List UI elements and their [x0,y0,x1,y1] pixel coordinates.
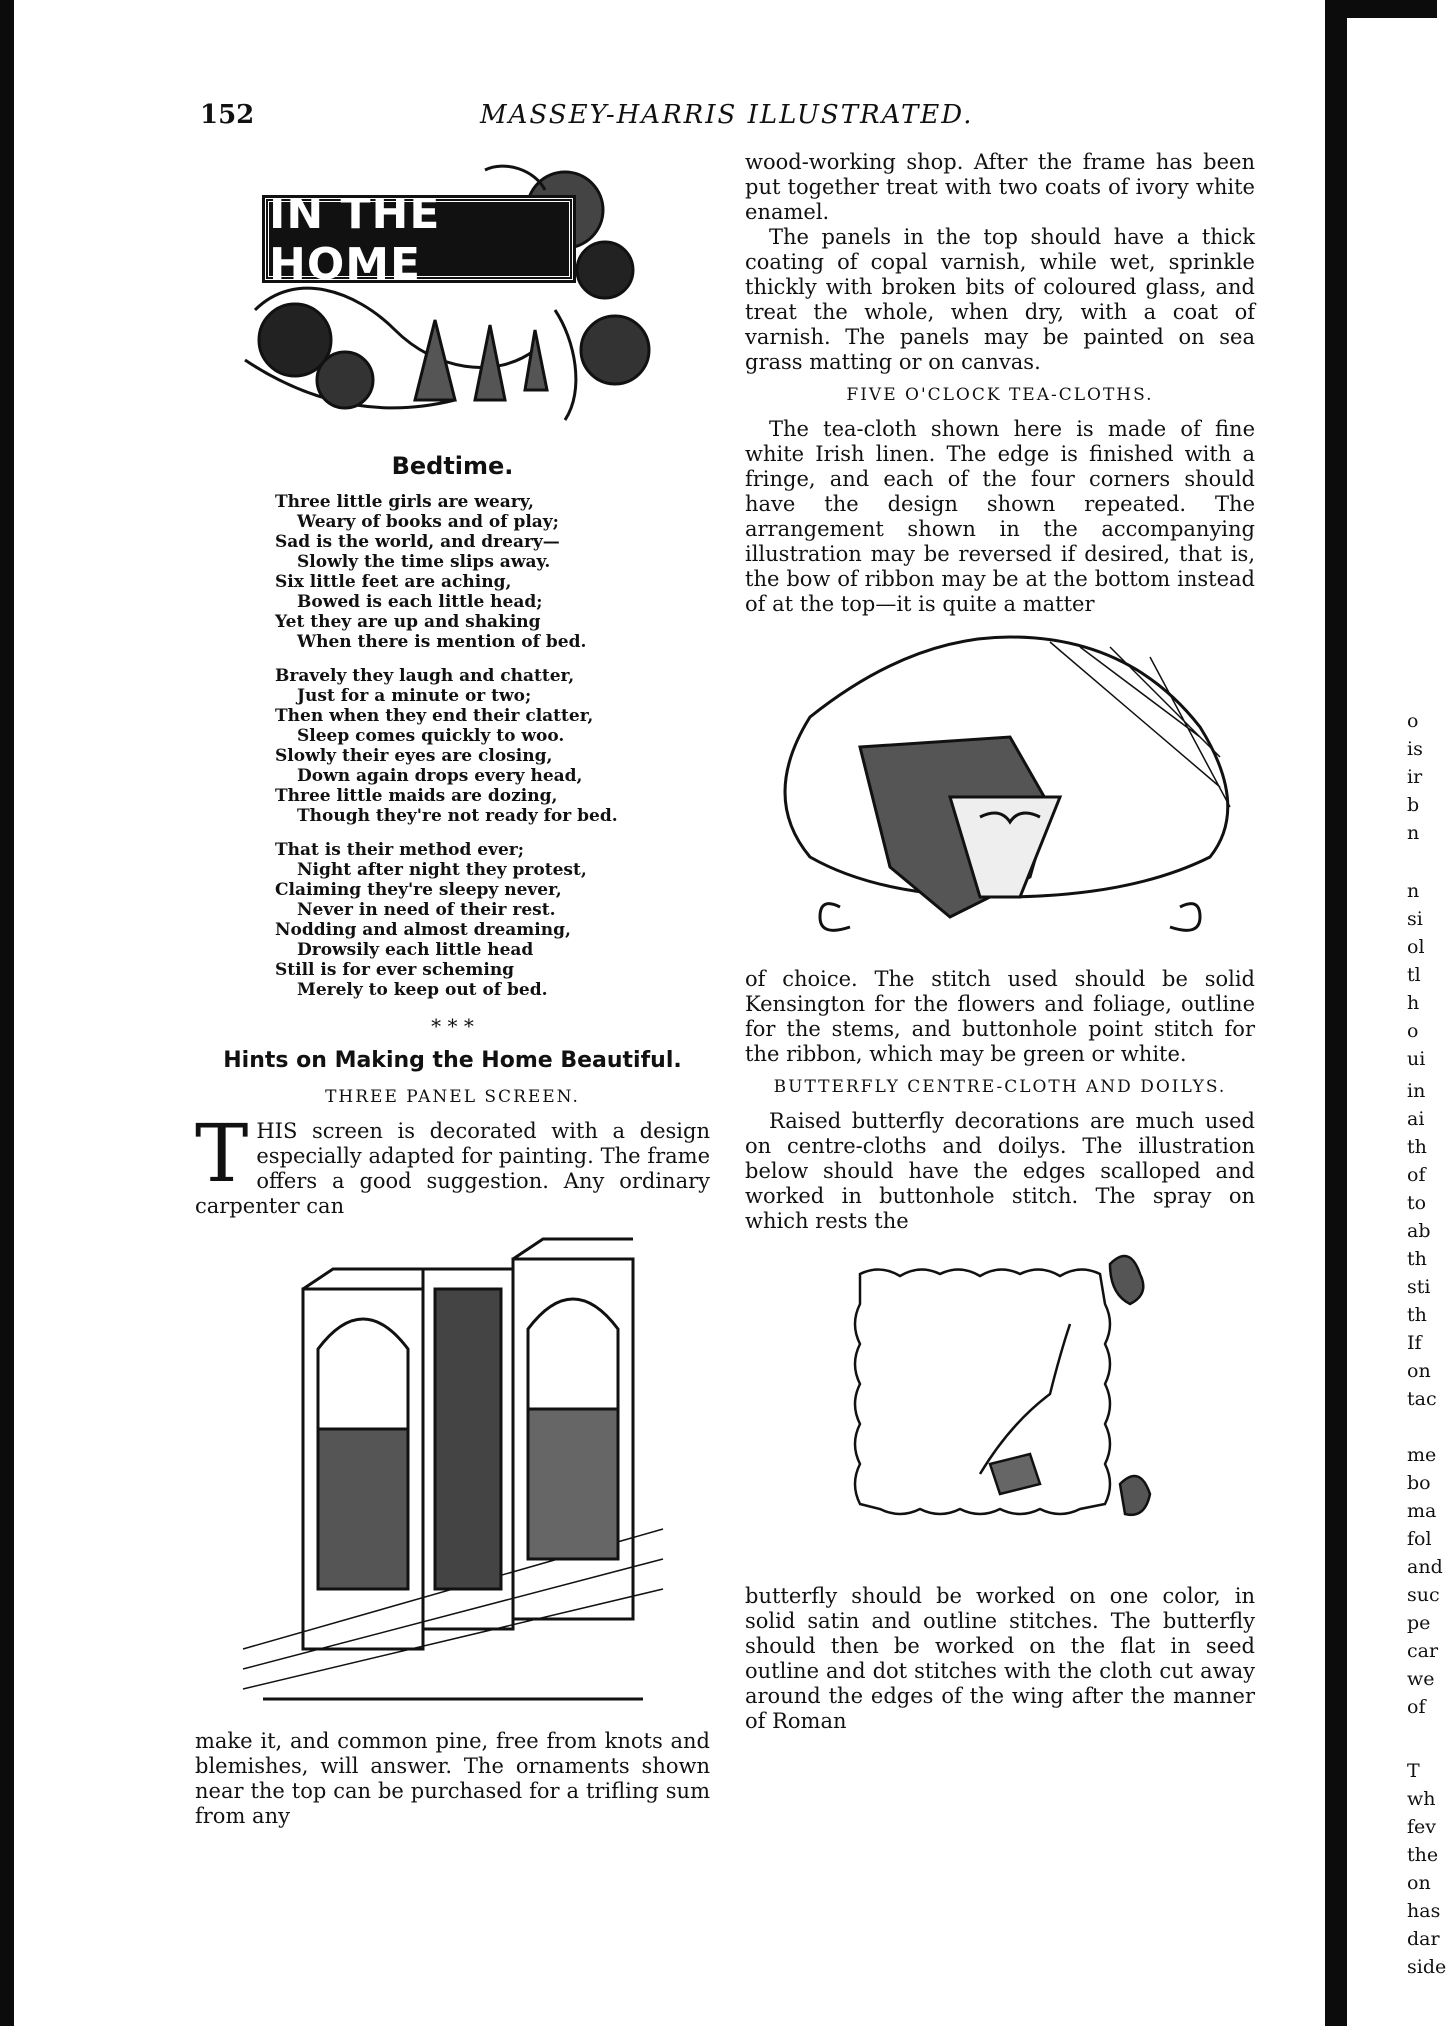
margin-fragment: side [1407,1956,1446,1978]
margin-fragment: in [1407,1080,1426,1102]
screen-paragraph-1 [195,1107,710,1219]
margin-fragment: o [1407,1020,1419,1042]
margin-fragment: tl [1407,964,1421,986]
margin-fragment: to [1407,1192,1427,1214]
asterism: * * * [431,1014,474,1038]
margin-fragment: th [1407,1136,1427,1158]
margin-fragment: sti [1407,1276,1431,1298]
poem-line: Bowed is each little head; [297,592,543,612]
in-the-home-banner [235,150,655,430]
margin-fragment: ui [1407,1048,1426,1070]
screen-paragraph-4: The panels in the top should have a thick coating of copal varnish, while wet, sprinkle thickly with broken bits of coloured glass, and treat the whole, when dry, with a coat of varnish. The panels may be painted on sea grass matting or on canvas. [745,225,1255,374]
poem-line: Yet they are up and shaking [275,612,541,632]
margin-fragment: car [1407,1640,1439,1662]
margin-fragment: me [1407,1444,1437,1466]
poem-line: When there is mention of bed. [297,632,587,652]
margin-fragment: b [1407,794,1420,816]
margin-fragment: is [1407,738,1423,760]
margin-fragment: dar [1407,1928,1440,1950]
margin-fragment: fev [1407,1816,1437,1838]
poem-line: Still is for ever scheming [275,960,515,980]
margin-fragment: ma [1407,1500,1437,1522]
screen-paragraph-3: wood-working shop. After the frame has been put together treat with two coats of ivory white enamel. [745,150,1255,224]
section-heading-tea-cloths: FIVE O'CLOCK TEA-CLOTHS. [846,385,1154,405]
butterfly-paragraph-2: butterfly should be worked on one color, in solid satin and outline stitches. The butterfly should then be worked on the flat in seed outline and dot stitches with the cloth cut away around the edges of the wing after the manner of Roman [745,1584,1255,1733]
poem-stanza-3 [275,840,710,1000]
margin-fragment: h [1407,992,1420,1014]
margin-fragment: T [1407,1760,1420,1782]
poem-line: Sleep comes quickly to woo. [297,726,565,746]
page-number: 152 [200,100,255,130]
margin-fragment: and [1407,1556,1443,1578]
margin-fragment: the [1407,1844,1439,1866]
poem-stanza-2 [275,666,710,826]
margin-fragment: has [1407,1900,1441,1922]
poem-line: Merely to keep out of bed. [297,980,548,1000]
margin-fragment: If [1407,1332,1422,1354]
margin-fragment: on [1407,1360,1431,1382]
banner-label: IN THE HOME [265,198,573,280]
tea-cloth-paragraph-2: of choice. The stitch used should be solid Kensington for the flowers and foliage, outline for the stems, and buttonhole point stitch for the ribbon, which may be green or white. [745,967,1255,1066]
poem-line: Down again drops every head, [297,766,583,786]
butterfly-doily-illustration [830,1244,1170,1574]
poem-line: Slowly the time slips away. [297,552,551,572]
margin-fragment: pe [1407,1612,1431,1634]
poem-line: Night after night they protest, [297,860,587,880]
margin-fragment: tac [1407,1388,1437,1410]
running-head: MASSEY-HARRIS ILLUSTRATED. [480,100,974,130]
margin-fragment: ab [1407,1220,1431,1242]
poem-line: Never in need of their rest. [297,900,556,920]
margin-fragment: si [1407,908,1423,930]
butterfly-paragraph-1: Raised butterfly decorations are much used on centre-cloths and doilys. The illustration below should have the edges scalloped and worked in buttonhole stitch. The spray on which rests the [745,1109,1255,1233]
poem-title: Bedtime. [391,452,514,480]
margin-fragment: n [1407,880,1420,902]
margin-fragment: th [1407,1304,1427,1326]
three-panel-screen-illustration [243,1229,663,1719]
poem-line: Then when they end their clatter, [275,706,594,726]
poem-line: That is their method ever; [275,840,525,860]
margin-fragment: n [1407,822,1420,844]
margin-fragment: ai [1407,1108,1425,1130]
margin-fragment: o [1407,710,1419,732]
margin-fragment: on [1407,1872,1431,1894]
poem-line: Drowsily each little head [297,940,534,960]
poem-line: Three little maids are dozing, [275,786,558,806]
poem-line: Three little girls are weary, [275,492,534,512]
margin-fragment: wh [1407,1788,1436,1810]
poem-line: Weary of books and of play; [297,512,559,532]
poem-line: Just for a minute or two; [297,686,532,706]
poem-line: Though they're not ready for bed. [297,806,618,826]
poem-line: Nodding and almost dreaming, [275,920,571,940]
screen-paragraph-2: make it, and common pine, free from knots and blemishes, will answer. The ornaments shown near the top can be purchased for a trifling sum from any [195,1729,710,1828]
drop-cap: T [195,1107,249,1200]
margin-fragment: of [1407,1696,1426,1718]
right-column [745,150,1255,1734]
margin-fragment: ol [1407,936,1425,958]
adjacent-page-fragment [1347,0,1446,2026]
margin-fragment: bo [1407,1472,1431,1494]
poem-line: Bravely they laugh and chatter, [275,666,575,686]
poem-line: Claiming they're sleepy never, [275,880,562,900]
poem-line: Six little feet are aching, [275,572,512,592]
margin-fragment: of [1407,1164,1426,1186]
section-heading-screen: THREE PANEL SCREEN. [325,1087,580,1107]
margin-fragment: th [1407,1248,1427,1270]
margin-fragment: we [1407,1668,1435,1690]
poem-stanza-1 [275,492,710,652]
poem-line: Sad is the world, and dreary— [275,532,560,552]
page-edge-left [0,0,14,2026]
section-heading-butterfly: BUTTERFLY CENTRE-CLOTH AND DOILYS. [773,1077,1227,1097]
margin-fragment: suc [1407,1584,1440,1606]
screen-paragraph-1-text: HIS screen is decorated with a design especially adapted for painting. The frame offers a good suggestion. Any ordinary carpenter can [195,1119,710,1218]
article-title: Hints on Making the Home Beautiful. [223,1048,682,1073]
page-gutter-right [1325,0,1347,2026]
tea-cloth-paragraph-1: The tea-cloth shown here is made of fine white Irish linen. The edge is finished with a fringe, and each of the four corners should have the design shown repeated. The arrangement shown in the accompanying illustration may be reversed if desired, that is, the bow of ribbon may be at the bottom instead of at the top—it is quite a matter [745,417,1255,616]
tea-cloth-illustration [750,627,1250,957]
poem-line: Slowly their eyes are closing, [275,746,553,766]
left-column [195,150,710,1829]
margin-fragment: ir [1407,766,1423,788]
margin-fragment: fol [1407,1528,1432,1550]
